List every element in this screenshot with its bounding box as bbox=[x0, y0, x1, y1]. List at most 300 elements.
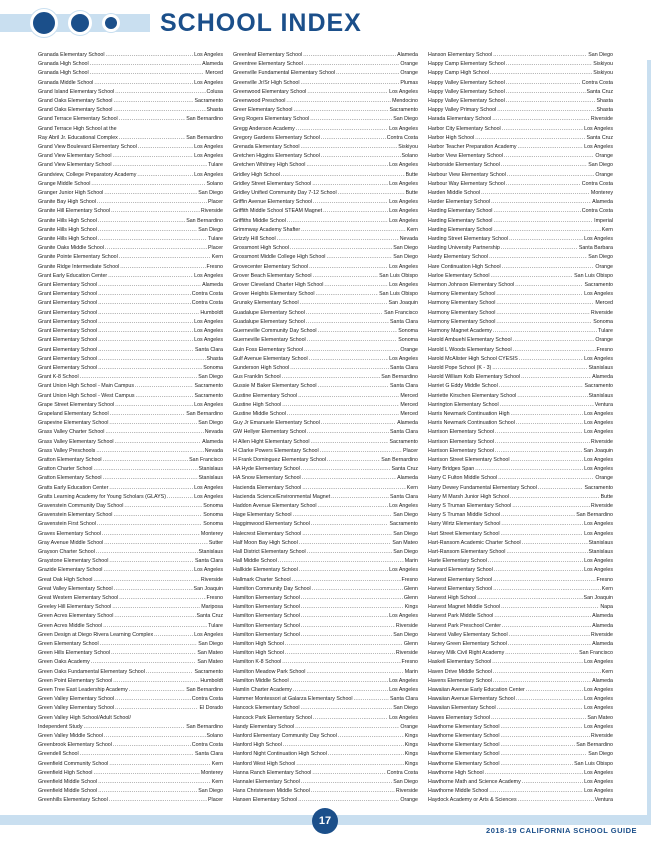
dot-leader bbox=[518, 143, 584, 152]
school-name: Happy Valley Elementary School bbox=[428, 79, 505, 86]
county-name: Orange bbox=[595, 171, 613, 178]
county-name: Fresno bbox=[206, 594, 223, 601]
county-name: Alameda bbox=[592, 613, 613, 620]
index-entry bbox=[233, 530, 418, 539]
school-name: Gratts Early Education Center bbox=[38, 484, 109, 491]
county-name: Los Angeles bbox=[194, 153, 223, 160]
school-name: Granada High School bbox=[38, 61, 89, 68]
county-name: Contra Costa bbox=[386, 134, 418, 141]
school-name: Gregg Anderson Academy bbox=[233, 125, 295, 132]
county-name: Orange bbox=[595, 153, 613, 160]
county-name: Siskiyou bbox=[593, 70, 613, 77]
county-name: Los Angeles bbox=[389, 125, 418, 132]
dot-leader bbox=[80, 373, 198, 382]
county-name: Alameda bbox=[592, 374, 613, 381]
dot-leader bbox=[108, 272, 193, 281]
index-entry bbox=[233, 88, 418, 97]
school-name: Granada High School bbox=[38, 70, 89, 77]
county-name: Los Angeles bbox=[389, 714, 418, 721]
index-entry bbox=[38, 723, 223, 732]
county-name: Los Angeles bbox=[584, 144, 613, 151]
county-name: Los Angeles bbox=[584, 410, 613, 417]
county-name: Placer bbox=[207, 199, 223, 206]
school-name: Hamilton Elementary School bbox=[233, 613, 300, 620]
dot-leader bbox=[302, 484, 405, 493]
dot-leader bbox=[521, 373, 591, 382]
index-entry bbox=[38, 152, 223, 161]
index-entry bbox=[38, 272, 223, 281]
index-entry bbox=[233, 60, 418, 69]
dot-leader bbox=[327, 456, 380, 465]
school-name: Harrison Street Elementary School bbox=[428, 456, 510, 463]
school-name: Griffiths Middle School bbox=[233, 217, 286, 224]
dot-leader bbox=[98, 318, 193, 327]
index-entry bbox=[38, 520, 223, 529]
index-entry bbox=[428, 373, 613, 382]
index-entry bbox=[38, 447, 223, 456]
county-name: Kern bbox=[211, 254, 223, 261]
county-name: Kern bbox=[601, 585, 613, 592]
index-entry bbox=[233, 253, 418, 262]
school-name: Hawthorne Elementary School bbox=[428, 733, 500, 740]
school-name: Hawaiian Avenue Elementary School bbox=[428, 696, 515, 703]
school-name: GW Hellyer Elementary School bbox=[233, 429, 307, 436]
county-name: Solano bbox=[401, 153, 418, 160]
dot-leader bbox=[93, 465, 197, 474]
dot-leader bbox=[98, 364, 202, 373]
dot-leader bbox=[501, 511, 575, 520]
county-name: Monterey bbox=[590, 190, 613, 197]
school-name: Harvest Magnet Middle School bbox=[428, 604, 501, 611]
school-name: Harte Elementary School bbox=[428, 558, 487, 565]
school-name: Gravenstein First School bbox=[38, 521, 96, 528]
index-entry bbox=[428, 769, 613, 778]
index-entry bbox=[38, 373, 223, 382]
county-name: Los Angeles bbox=[389, 355, 418, 362]
school-name: Happy Camp Elementary School bbox=[428, 61, 505, 68]
county-name: Colusa bbox=[206, 88, 223, 95]
index-entry bbox=[38, 161, 223, 170]
school-name: Grant Elementary School bbox=[38, 364, 98, 371]
dot-leader bbox=[338, 189, 405, 198]
county-name: San Diego bbox=[393, 548, 418, 555]
index-entry bbox=[38, 106, 223, 115]
index-entry bbox=[38, 143, 223, 152]
school-name: Gustine Middle School bbox=[233, 410, 286, 417]
school-name: Grant Elementary School bbox=[38, 328, 98, 335]
school-name: Hamilton Elementary School bbox=[233, 604, 300, 611]
county-name: Los Angeles bbox=[389, 282, 418, 289]
index-entry bbox=[38, 88, 223, 97]
index-entry bbox=[428, 134, 613, 143]
index-column-1 bbox=[38, 51, 223, 821]
dot-leader bbox=[511, 456, 584, 465]
index-entry bbox=[38, 677, 223, 686]
school-name: Graystone Elementary School bbox=[38, 558, 109, 565]
county-name: Alameda bbox=[592, 622, 613, 629]
index-entry bbox=[233, 465, 418, 474]
index-entry bbox=[233, 502, 418, 511]
school-name: Harding Elementary School bbox=[428, 217, 493, 224]
index-column-3 bbox=[428, 51, 613, 821]
school-name: Greer Elementary School bbox=[233, 107, 293, 114]
school-name: Grazide Elementary School bbox=[38, 567, 103, 574]
school-name: Harada Elementary School bbox=[428, 116, 492, 123]
school-name: Greenfield Middle School bbox=[38, 779, 98, 786]
index-entry bbox=[233, 631, 418, 640]
header-dot-medium bbox=[68, 11, 92, 35]
school-name: Harbor View Elementary School bbox=[428, 153, 503, 160]
dot-leader bbox=[98, 217, 185, 226]
page-title: SCHOOL INDEX bbox=[160, 9, 362, 37]
school-name: Greenhills Elementary School bbox=[38, 797, 108, 804]
dot-leader bbox=[518, 796, 594, 805]
index-columns bbox=[38, 51, 613, 821]
index-entry bbox=[38, 502, 223, 511]
index-entry bbox=[428, 226, 613, 235]
index-entry bbox=[428, 392, 613, 401]
index-entry bbox=[428, 502, 613, 511]
index-entry bbox=[428, 198, 613, 207]
school-name: Hage Elementary School bbox=[233, 512, 292, 519]
dot-leader bbox=[312, 585, 403, 594]
index-entry bbox=[428, 69, 613, 78]
county-name: Riverside bbox=[590, 733, 613, 740]
index-entry bbox=[38, 622, 223, 631]
dot-leader bbox=[516, 419, 583, 428]
index-entry bbox=[38, 557, 223, 566]
dot-leader bbox=[285, 649, 395, 658]
index-entry bbox=[428, 520, 613, 529]
dot-leader bbox=[495, 447, 583, 456]
school-name: Harris Newmark Continuation School bbox=[428, 420, 515, 427]
school-name: Gridley High School bbox=[233, 171, 280, 178]
dot-leader bbox=[104, 732, 206, 741]
index-entry bbox=[428, 161, 613, 170]
school-name: Grand View Elementary School bbox=[38, 153, 112, 160]
school-name: Hawthorne Elementary School bbox=[428, 760, 500, 767]
school-name: Haskell Elementary School bbox=[428, 659, 492, 666]
county-name: Los Angeles bbox=[584, 696, 613, 703]
county-name: Los Angeles bbox=[389, 208, 418, 215]
school-name: Greenbrook Elementary School bbox=[38, 742, 112, 749]
school-name: Great Western Elementary School bbox=[38, 594, 119, 601]
dot-leader bbox=[98, 309, 199, 318]
dot-leader bbox=[496, 299, 594, 308]
dot-leader bbox=[477, 594, 582, 603]
county-name: Alameda bbox=[202, 282, 223, 289]
dot-leader bbox=[111, 649, 196, 658]
county-name: Humboldt bbox=[200, 677, 223, 684]
dot-leader bbox=[324, 281, 388, 290]
index-entry bbox=[38, 732, 223, 741]
index-entry bbox=[233, 612, 418, 621]
school-name: Haydock Academy or Arts & Sciences bbox=[428, 797, 517, 804]
county-name: Sonoma bbox=[203, 521, 223, 528]
county-name: Kern bbox=[406, 484, 418, 491]
index-entry bbox=[38, 327, 223, 336]
county-name: Contra Costa bbox=[191, 742, 223, 749]
county-name: Los Angeles bbox=[584, 125, 613, 132]
dot-leader bbox=[321, 419, 396, 428]
index-entry bbox=[233, 189, 418, 198]
county-name: Shasta bbox=[206, 355, 223, 362]
school-name: H Allen Hight Elementary School bbox=[233, 438, 310, 445]
index-entry bbox=[38, 695, 223, 704]
county-name: Kings bbox=[404, 742, 418, 749]
school-name: Harbour View Elementary School bbox=[428, 171, 506, 178]
index-entry bbox=[428, 668, 613, 677]
county-name: Los Angeles bbox=[194, 337, 223, 344]
dot-leader bbox=[285, 640, 403, 649]
dot-leader bbox=[113, 161, 208, 170]
school-name: Green Oaks Fundamental Elementary School bbox=[38, 668, 145, 675]
dot-leader bbox=[354, 695, 389, 704]
county-name: Los Angeles bbox=[194, 79, 223, 86]
dot-leader bbox=[106, 51, 194, 60]
index-entry bbox=[38, 704, 223, 713]
dot-leader bbox=[504, 152, 594, 161]
dot-leader bbox=[290, 364, 389, 373]
dot-leader bbox=[119, 115, 185, 124]
dot-leader bbox=[115, 438, 202, 447]
county-name: Nevada bbox=[204, 429, 223, 436]
school-name: Guy Jr Emanuele Elementary School bbox=[233, 420, 320, 427]
county-name: San Bernardino bbox=[576, 742, 613, 749]
index-entry bbox=[233, 373, 418, 382]
index-entry bbox=[38, 796, 223, 805]
school-name: Grenada Elementary School bbox=[233, 144, 300, 151]
index-entry bbox=[428, 649, 613, 658]
school-name: Grant Elementary School bbox=[38, 291, 98, 298]
dot-leader bbox=[295, 723, 399, 732]
school-name: Hamilton Meadow Park School bbox=[233, 668, 306, 675]
county-name: Fresno bbox=[596, 346, 613, 353]
dot-leader bbox=[90, 60, 201, 69]
index-entry bbox=[233, 603, 418, 612]
dot-leader bbox=[115, 695, 191, 704]
index-entry bbox=[38, 198, 223, 207]
county-name: Santa Clara bbox=[195, 558, 223, 565]
index-entry bbox=[38, 474, 223, 483]
dot-leader bbox=[497, 704, 583, 713]
dot-leader bbox=[112, 603, 200, 612]
index-entry bbox=[428, 171, 613, 180]
index-entry bbox=[38, 401, 223, 410]
school-name: Green Oaks Academy bbox=[38, 659, 90, 666]
county-name: Butte bbox=[405, 171, 418, 178]
county-name: Los Angeles bbox=[389, 180, 418, 187]
school-name: Greenleaf Elementary School bbox=[233, 52, 303, 58]
dot-leader bbox=[119, 253, 211, 262]
dot-leader bbox=[301, 603, 404, 612]
index-entry bbox=[428, 686, 613, 695]
index-entry bbox=[233, 79, 418, 88]
county-name: Butte bbox=[405, 190, 418, 197]
index-entry bbox=[38, 392, 223, 401]
index-entry bbox=[428, 474, 613, 483]
dot-leader bbox=[492, 364, 587, 373]
county-name: Sonoma bbox=[398, 328, 418, 335]
index-entry bbox=[38, 79, 223, 88]
index-entry bbox=[38, 382, 223, 391]
county-name: Kings bbox=[404, 760, 418, 767]
school-name: Grand Oaks Elementary School bbox=[38, 98, 113, 105]
school-name: Grass Valley Charter School bbox=[38, 429, 105, 436]
school-name: Hawthorne Elementary School bbox=[428, 751, 500, 758]
index-entry bbox=[38, 585, 223, 594]
index-entry bbox=[428, 327, 613, 336]
index-entry bbox=[428, 640, 613, 649]
index-entry bbox=[428, 180, 613, 189]
county-name: Kings bbox=[404, 733, 418, 740]
county-name: San Joaquin bbox=[583, 594, 613, 601]
dot-leader bbox=[309, 355, 388, 364]
school-name: Grand Terrace Elementary School bbox=[38, 116, 118, 123]
county-name: San Diego bbox=[588, 254, 613, 261]
index-entry bbox=[428, 207, 613, 216]
county-name: Kern bbox=[601, 226, 613, 233]
school-name: Grange Middle School bbox=[38, 180, 91, 187]
county-name: Los Angeles bbox=[389, 677, 418, 684]
dot-leader bbox=[519, 355, 583, 364]
school-name: Gretchen Higgins Elementary School bbox=[233, 153, 320, 160]
county-name: Kern bbox=[601, 668, 613, 675]
index-entry bbox=[428, 97, 613, 106]
school-name: Harvest Park Middle School bbox=[428, 613, 494, 620]
county-name: Merced bbox=[205, 70, 223, 77]
county-name: San Diego bbox=[198, 226, 223, 233]
dot-leader bbox=[517, 392, 587, 401]
school-name: Green Design at Diego Rivera Learning Complex bbox=[38, 631, 154, 638]
index-entry bbox=[233, 787, 418, 796]
index-entry bbox=[428, 787, 613, 796]
school-name: Harmony Elementary School bbox=[428, 309, 496, 316]
school-name: Gus Franklin School bbox=[233, 374, 281, 381]
dot-leader bbox=[98, 290, 191, 299]
county-name: Los Angeles bbox=[389, 687, 418, 694]
index-entry bbox=[233, 732, 418, 741]
dot-leader bbox=[287, 217, 388, 226]
school-name: Harding Elementary School bbox=[428, 208, 493, 215]
index-entry bbox=[233, 106, 418, 115]
index-entry bbox=[38, 97, 223, 106]
index-entry bbox=[233, 272, 418, 281]
dot-leader bbox=[495, 428, 583, 437]
county-name: Alameda bbox=[397, 475, 418, 482]
school-name: Grimmway Academy Shafter bbox=[233, 226, 301, 233]
school-name: Happy Valley Primary School bbox=[428, 107, 497, 114]
dot-leader bbox=[301, 465, 391, 474]
index-entry bbox=[38, 530, 223, 539]
school-name: Grant Elementary School bbox=[38, 282, 98, 289]
school-name: Hamlin Charter Academy bbox=[233, 687, 292, 694]
school-name: Hamilton Community Day School bbox=[233, 585, 311, 592]
school-name: Harbor High School bbox=[428, 134, 475, 141]
county-name: Merced bbox=[400, 410, 418, 417]
school-name: Greenfield Middle School bbox=[38, 788, 98, 795]
dot-leader bbox=[307, 336, 398, 345]
county-name: Shasta bbox=[596, 107, 613, 114]
county-name: San Diego bbox=[198, 374, 223, 381]
county-name: San Diego bbox=[588, 751, 613, 758]
county-name: Los Angeles bbox=[584, 355, 613, 362]
index-entry bbox=[38, 769, 223, 778]
index-entry bbox=[428, 60, 613, 69]
school-name: Gratton Elementary School bbox=[38, 475, 102, 482]
index-entry bbox=[233, 281, 418, 290]
dot-leader bbox=[306, 161, 388, 170]
school-name: Hancock Park Elementary School bbox=[233, 714, 312, 721]
county-name: Santa Clara bbox=[390, 429, 418, 436]
county-name: Alameda bbox=[397, 52, 418, 58]
dot-leader bbox=[306, 309, 383, 318]
school-name: Happy Valley Elementary School bbox=[428, 98, 505, 105]
dot-leader bbox=[307, 428, 389, 437]
header-dots bbox=[30, 9, 120, 37]
county-name: Riverside bbox=[590, 116, 613, 123]
school-name: Happy Valley Elementary School bbox=[428, 88, 505, 95]
county-name: Monterey bbox=[200, 530, 223, 537]
school-name: Hans Christensen Middle School bbox=[233, 788, 310, 795]
index-entry bbox=[38, 649, 223, 658]
school-name: Gratton Elementary School bbox=[38, 456, 102, 463]
school-name: Grant K-8 School bbox=[38, 374, 79, 381]
page-number: 17 bbox=[312, 808, 338, 834]
school-name: Guadalupe Elementary School bbox=[233, 318, 305, 325]
index-entry bbox=[233, 769, 418, 778]
school-name: Hawthorne Elementary School bbox=[428, 742, 500, 749]
index-entry bbox=[38, 548, 223, 557]
index-entry bbox=[38, 51, 223, 60]
dot-leader bbox=[331, 493, 389, 502]
index-entry bbox=[38, 115, 223, 124]
dot-leader bbox=[282, 658, 400, 667]
school-name: Grape Street Elementary School bbox=[38, 401, 115, 408]
school-name: Hamilton Elementary School bbox=[233, 594, 300, 601]
dot-leader bbox=[336, 69, 399, 78]
index-entry bbox=[233, 741, 418, 750]
dot-leader bbox=[90, 69, 205, 78]
school-name: Green Valley High School/Adult School/ bbox=[38, 714, 131, 721]
county-name: Imperial bbox=[594, 217, 613, 224]
dot-leader bbox=[509, 631, 590, 640]
dot-leader bbox=[98, 336, 193, 345]
school-name: Grant Elementary School bbox=[38, 318, 98, 325]
county-name: Los Angeles bbox=[584, 521, 613, 528]
index-entry bbox=[38, 760, 223, 769]
county-name: Los Angeles bbox=[389, 217, 418, 224]
school-name: Green Elementary School bbox=[38, 641, 99, 647]
index-entry bbox=[428, 346, 613, 355]
school-name: Harrington Elementary School bbox=[428, 401, 499, 408]
school-name: Grossmont High School bbox=[233, 245, 289, 252]
school-name: Grossmont Middle College High School bbox=[233, 254, 326, 261]
index-entry bbox=[38, 318, 223, 327]
county-name: Los Angeles bbox=[194, 272, 223, 279]
county-name: San Joaquin bbox=[388, 300, 418, 307]
index-entry bbox=[233, 447, 418, 456]
dot-leader bbox=[146, 668, 194, 677]
index-entry bbox=[38, 336, 223, 345]
index-entry bbox=[428, 677, 613, 686]
dot-leader bbox=[515, 281, 583, 290]
index-entry bbox=[428, 290, 613, 299]
school-name: Haggimwood Elementary School bbox=[233, 521, 310, 528]
school-name: Hart-Ransom Elementary School bbox=[428, 548, 506, 555]
county-name: Sutter bbox=[208, 539, 223, 546]
school-name: Great Valley Elementary School bbox=[38, 585, 113, 592]
